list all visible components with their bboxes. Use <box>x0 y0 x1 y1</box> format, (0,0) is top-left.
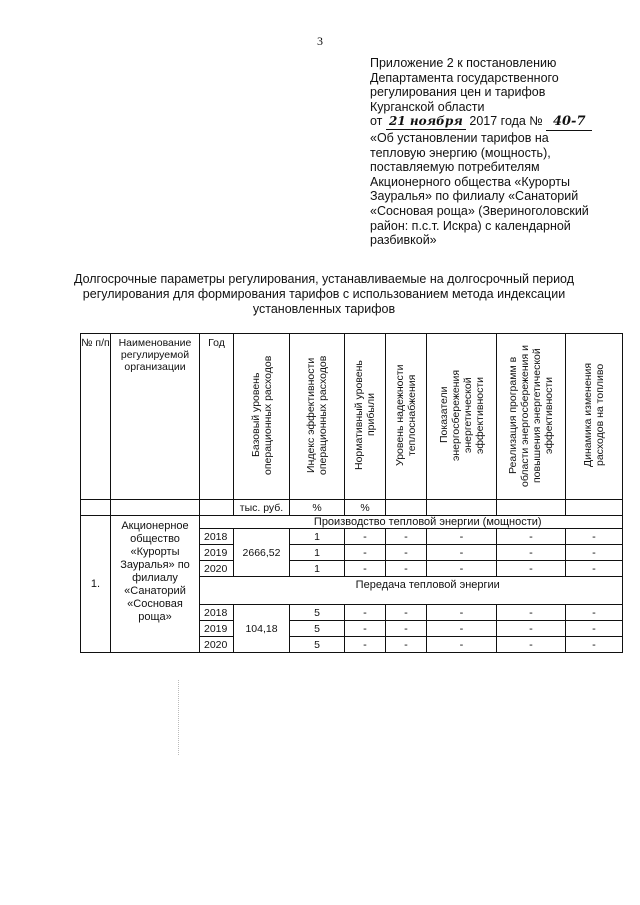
appendix-line: регулирования цен и тарифов <box>370 85 546 100</box>
fuel-cell: - <box>566 605 623 621</box>
programs-cell: - <box>497 605 566 621</box>
header-programs-text: Реализация программ в области энергосбережения и повышения энергетической эффективности <box>507 344 555 487</box>
fuel-cell: - <box>566 545 623 561</box>
profit-cell: - <box>345 529 386 545</box>
appendix-line: Акционерного общества «Курорты <box>370 174 571 189</box>
year-cell: 2018 <box>200 529 234 545</box>
year-cell: 2020 <box>200 637 234 653</box>
year-cell: 2019 <box>200 621 234 637</box>
section-spacer <box>200 516 234 529</box>
base-level-value: 2666,52 <box>234 529 290 577</box>
saving-cell: - <box>427 605 497 621</box>
index-cell: 5 <box>290 605 345 621</box>
programs-cell: - <box>497 561 566 577</box>
appendix-line: Зауралья» по филиалу «Санаторий <box>370 189 579 204</box>
appendix-line: Курганской области <box>370 99 485 114</box>
section-title: Производство тепловой энергии (мощности) <box>234 516 623 529</box>
section-title-row <box>81 516 623 529</box>
appendix-line: район: п.с.т. Искра) с календарной <box>370 218 571 233</box>
header-profit-level <box>345 334 386 500</box>
profit-cell: - <box>345 605 386 621</box>
row-number: 1. <box>81 516 111 653</box>
header-fuel-dynamics-text: Динамика изменения расходов на топливо <box>582 363 606 468</box>
parameters-table <box>80 333 623 653</box>
organization-name: Акционерное общество «Курорты Зауралья» по филиалу «Санаторий «Сосновая роща» <box>111 516 200 653</box>
header-energy-saving-text: Показатели энергосбережения энергетической эффективности <box>437 369 486 461</box>
programs-cell: - <box>497 545 566 561</box>
header-programs <box>497 334 566 500</box>
fuel-cell: - <box>566 637 623 653</box>
header-fuel-dynamics <box>566 334 623 500</box>
units-empty <box>386 500 427 516</box>
year-text: 2017 года № <box>469 114 543 129</box>
appendix-header <box>370 56 615 248</box>
title-line: установленных тарифов <box>252 301 396 316</box>
programs-cell: - <box>497 637 566 653</box>
saving-cell: - <box>427 621 497 637</box>
reliability-cell: - <box>386 637 427 653</box>
reliability-cell: - <box>386 561 427 577</box>
saving-cell: - <box>427 529 497 545</box>
header-efficiency-index <box>290 334 345 500</box>
appendix-line: «Об установлении тарифов на <box>370 130 549 145</box>
index-cell: 1 <box>290 545 345 561</box>
fuel-cell: - <box>566 561 623 577</box>
fuel-cell: - <box>566 621 623 637</box>
programs-cell: - <box>497 529 566 545</box>
handwritten-number: 40-7 <box>546 115 592 131</box>
programs-cell: - <box>497 621 566 637</box>
units-empty <box>200 500 234 516</box>
index-cell: 5 <box>290 621 345 637</box>
header-row <box>81 334 623 500</box>
date-prefix: от <box>370 114 383 129</box>
index-cell: 1 <box>290 529 345 545</box>
appendix-line: разбивкой» <box>370 233 437 248</box>
units-empty <box>111 500 200 516</box>
reliability-cell: - <box>386 605 427 621</box>
header-base-level-text: Базовый уровень операционных расходов <box>249 355 274 475</box>
appendix-line: поставляемую потребителям <box>370 160 540 175</box>
appendix-line: тепловую энергию (мощность), <box>370 145 551 160</box>
units-empty <box>427 500 497 516</box>
section-title: Передача тепловой энергии <box>234 577 623 605</box>
appendix-date-line <box>370 114 615 131</box>
appendix-line: Департамента государственного <box>370 70 559 85</box>
fuel-cell: - <box>566 529 623 545</box>
header-num: № п/п <box>81 334 111 500</box>
header-org: Наименование регулируемой организации <box>111 334 200 500</box>
document-title <box>60 272 588 316</box>
unit-base-level: тыс. руб. <box>234 500 290 516</box>
title-line: регулирования для формирования тарифов с использованием метода индексации <box>82 286 566 301</box>
index-cell: 5 <box>290 637 345 653</box>
appendix-line: «Сосновая роща» (Звериноголовский <box>370 203 589 218</box>
saving-cell: - <box>427 545 497 561</box>
profit-cell: - <box>345 637 386 653</box>
units-empty <box>566 500 623 516</box>
year-cell: 2018 <box>200 605 234 621</box>
header-year: Год <box>200 334 234 500</box>
header-energy-saving <box>427 334 497 500</box>
header-profit-level-text: Нормативный уровень прибыли <box>353 360 377 470</box>
appendix-line: Приложение 2 к постановлению <box>370 56 557 70</box>
handwritten-date: 21 ноября <box>386 114 466 130</box>
scan-artifact-line <box>178 680 180 755</box>
year-cell: 2020 <box>200 561 234 577</box>
reliability-cell: - <box>386 621 427 637</box>
unit-efficiency-index: % <box>290 500 345 516</box>
profit-cell: - <box>345 621 386 637</box>
year-cell: 2019 <box>200 545 234 561</box>
saving-cell: - <box>427 637 497 653</box>
header-base-level <box>234 334 290 500</box>
section-spacer <box>200 577 234 605</box>
units-row <box>81 500 623 516</box>
units-empty <box>497 500 566 516</box>
header-reliability <box>386 334 427 500</box>
reliability-cell: - <box>386 545 427 561</box>
header-efficiency-index-text: Индекс эффективности операционных расходов <box>305 355 329 475</box>
title-line: Долгосрочные параметры регулирования, устанавливаемые на долгосрочный период <box>73 272 575 286</box>
index-cell: 1 <box>290 561 345 577</box>
profit-cell: - <box>345 545 386 561</box>
header-reliability-text: Уровень надежности теплоснабжения <box>394 364 418 466</box>
page-number: 3 <box>317 34 323 48</box>
profit-cell: - <box>345 561 386 577</box>
unit-profit-level: % <box>345 500 386 516</box>
saving-cell: - <box>427 561 497 577</box>
reliability-cell: - <box>386 529 427 545</box>
units-empty <box>81 500 111 516</box>
base-level-value: 104,18 <box>234 605 290 653</box>
